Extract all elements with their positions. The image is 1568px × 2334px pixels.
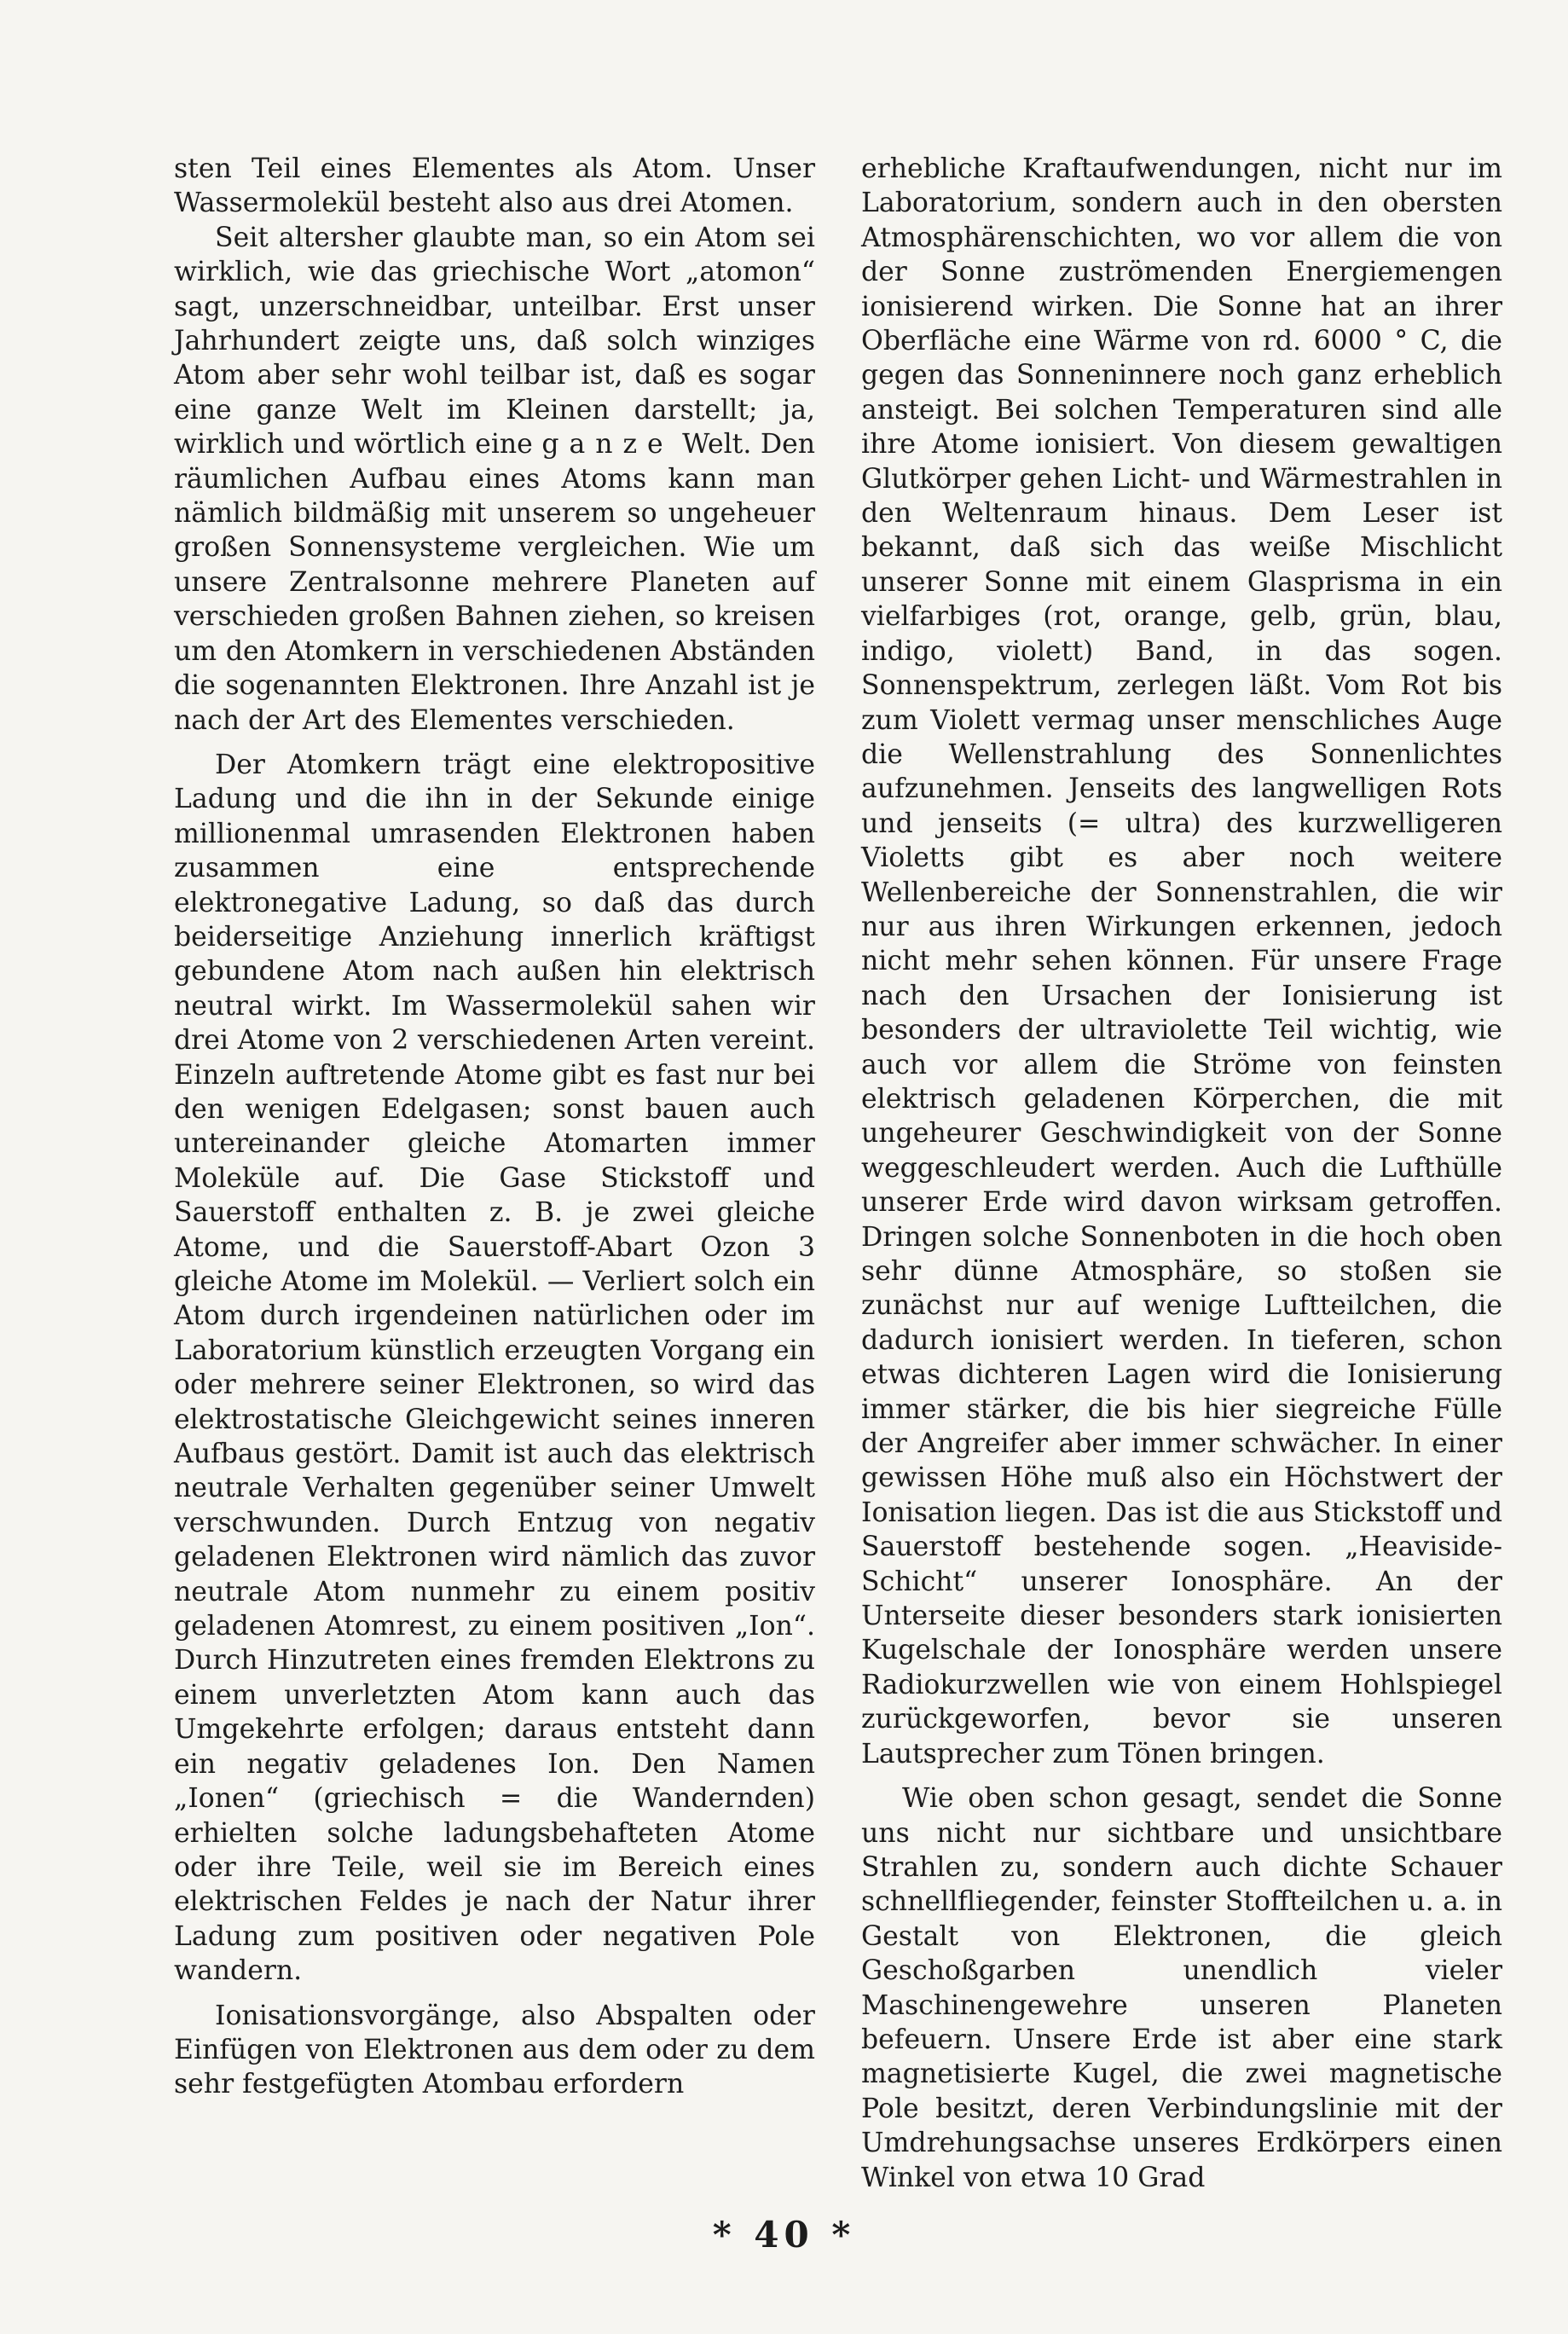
right-paragraph-2: Wie oben schon gesagt, sendet die Sonne uns nicht nur sichtbare und unsichtbare Strahlen zu, sondern auch dichte Schauer schnellfliegender, feinster Stoffteilchen u. a. in Gestalt von Elektronen, die gleich Geschoßgarben unendlich vieler Maschinengewehre unseren Planeten befeuern. Unsere Erde ist aber eine stark magnetisierte Kugel, die zwei magnetische Pole besitzt, deren Verbindungslinie mit der Umdrehungsachse unseres Erdkörpers einen Winkel von etwa 10 Grad	[861, 1783, 1502, 2193]
right-text-column	[861, 152, 1502, 2195]
left-paragraph-3: Der Atomkern trägt eine elektropositive Ladung und die ihn in der Sekunde einige millionenmal umrasenden Elektronen haben zusammen eine entsprechende elektronegative Ladung, so daß das durch beiderseitige Anziehung innerlich kräftigst gebundene Atom nach außen hin elektrisch neutral wirkt. Im Wassermolekül sahen wir drei Atome von 2 verschiedenen Arten vereint. Einzeln auftretende Atome gibt es fast nur bei den wenigen Edelgasen; sonst bauen auch untereinander gleiche Atomarten immer Moleküle auf. Die Gase Stickstoff und Sauerstoff enthalten z. B. je zwei gleiche Atome, und die Sauerstoff-Abart Ozon 3 gleiche Atome im Molekül. — Verliert solch ein Atom durch irgendeinen natürlichen oder im Laboratorium künstlich erzeugten Vorgang ein oder mehrere seiner Elektronen, so wird das elektrostatische Gleichgewicht seines inneren Aufbaus gestört. Damit ist auch das elektrisch neutrale Verhalten gegenüber seiner Umwelt verschwunden. Durch Entzug von negativ geladenen Elektronen wird nämlich das zuvor neutrale Atom nunmehr zu einem positiv geladenen Atomrest, zu einem positiven „Ion“. Durch Hinzutreten eines fremden Elektrons zu einem unverletzten Atom kann auch das Umgekehrte erfolgen; daraus entsteht dann ein negativ geladenes Ion. Den Namen „Ionen“ (griechisch = die Wandernden) erhielten solche ladungsbehafteten Atome oder ihre Teile, weil sie im Bereich eines elektrischen Feldes je nach der Natur ihrer Ladung zum positiven oder negativen Pole wandern.	[174, 749, 815, 1987]
left-paragraph-2-part-a: Seit altersher glaubte man, so ein Atom sei wirklich, wie das griechische Wort „atomon“ sagt, unzerschneidbar, unteilbar. Erst unser Jahrhundert zeigte uns, daß solch winziges Atom aber sehr wohl teilbar ist, daß es sogar eine ganze Welt im Kleinen darstellt; ja, wirklich und wörtlich eine	[174, 222, 815, 460]
page-number: * 40 *	[712, 2214, 856, 2256]
right-paragraph-1: erhebliche Kraftaufwendungen, nicht nur im Laboratorium, sondern auch in den obersten Atmosphärenschichten, wo vor allem die von der Sonne zuströmenden Energiemengen ionisierend wirken. Die Sonne hat an ihrer Oberfläche eine Wärme von rd. 6000 ° C, die gegen das Sonneninnere noch ganz erheblich ansteigt. Bei solchen Temperaturen sind alle ihre Atome ionisiert. Von diesem gewaltigen Glutkörper gehen Licht- und Wärmestrahlen in den Weltenraum hinaus. Dem Leser ist bekannt, daß sich das weiße Mischlicht unserer Sonne mit einem Glasprisma in ein vielfarbiges (rot, orange, gelb, grün, blau, indigo, violett) Band, in das sogen. Sonnenspektrum, zerlegen läßt. Vom Rot bis zum Violett vermag unser menschliches Auge die Wellenstrahlung des Sonnenlichtes aufzunehmen. Jenseits des langwelligen Rots und jenseits (= ultra) des kurzwelligeren Violetts gibt es aber noch weitere Wellenbereiche der Sonnenstrahlen, die wir nur aus ihren Wirkungen erkennen, jedoch nicht mehr sehen können. Für unsere Frage nach den Ursachen der Ionisierung ist besonders der ultraviolette Teil wichtig, wie auch vor allem die Ströme von feinsten elektrisch geladenen Körperchen, die mit ungeheurer Geschwindigkeit von der Sonne weggeschleudert werden. Auch die Lufthülle unserer Erde wird davon wirksam getroffen. Dringen solche Sonnenboten in die hoch oben sehr dünne Atmosphäre, so stoßen sie zunächst nur auf wenige Luftteilchen, die dadurch ionisiert werden. In tieferen, schon etwas dichteren Lagen wird die Ionisierung immer stärker, die bis hier siegreiche Fülle der Angreifer aber immer schwächer. In einer gewissen Höhe muß also ein Höchstwert der Ionisation liegen. Das ist die aus Stickstoff und Sauerstoff bestehende sogen. „Heaviside-Schicht“ unserer Ionosphäre. An der Unterseite dieser besonders stark ionisierten Kugelschale der Ionosphäre werden unsere Radiokurzwellen wie von einem Hohlspiegel zurückgeworfen, bevor sie unseren Lautsprecher zum Tönen bringen.	[861, 153, 1502, 1769]
left-paragraph-2	[174, 221, 815, 738]
left-text-column	[174, 152, 815, 2102]
left-paragraph-2-part-b: Welt. Den räumlichen Aufbau eines Atoms kann man nämlich bildmäßig mit unserem so ungeheuer großen Sonnensysteme vergleichen. Wie um unsere Zentralsonne mehrere Planeten auf verschieden großen Bahnen ziehen, so kreisen um den Atomkern in verschiedenen Abständen die sogenannten Elektronen. Ihre Anzahl ist je nach der Art des Elementes verschieden.	[174, 429, 816, 736]
left-paragraph-4: Ionisationsvorgänge, also Abspalten oder Einfügen von Elektronen aus dem oder zu dem sehr festgefügten Atombau erfordern	[174, 2000, 815, 2100]
left-paragraph-1: sten Teil eines Elementes als Atom. Unser Wassermolekül besteht also aus drei Atomen.	[174, 153, 815, 219]
spaced-emphasis-word: ganze	[541, 429, 674, 460]
